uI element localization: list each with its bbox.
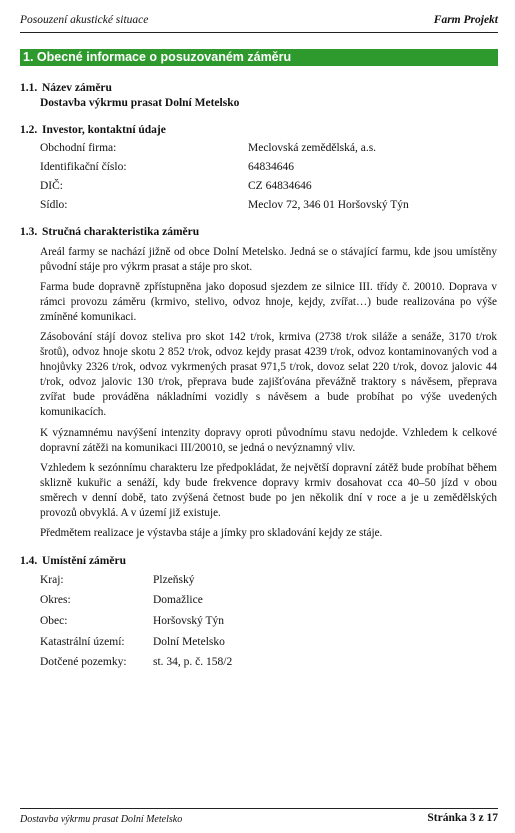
investor-label-id: Identifikační číslo: (40, 161, 127, 173)
paragraph-supply: Zásobování stájí dovoz steliva pro skot 142 t/rok, krmiva (2738 t/rok siláže a senáže, 3170 t/rok šrotů), odvoz hnoje skotu 2 852 t/rok, odvoz kejdy prasat 4239 t/rok, odvoz kontaminovaných vod a hnojůvky 2326 t/rok, odvoz vykrmených prasat 971,5 t/rok, dovoz selat 220 t/rok, dovoz jalovic 44 t/rok, odvoz jalovic 130 t/rok, přeprava bude zajišťována převážně traktory s návěsem, přeprava zvířat bude prováděna nákladními vozidly s návěsem a bude probíhat po výše uvedených komunikacích. (40, 331, 497, 418)
section-1-3-heading (20, 226, 199, 238)
section-number: 1.2. (20, 124, 38, 136)
location-value-district: Domažlice (153, 594, 203, 606)
paragraph-seasonal: Vzhledem k sezónnímu charakteru lze předpokládat, že největší dopravní zátěž bude probíhat během sklizně kukuřic a senáží, kdy bude frekvence dopravy krmiv dosahovat cca 40–50 jízd v obou směrech v denní době, tato zvýšená četnost bude po jen několik dní v roce a je u zemědělských provozů obvyklá. A v území již existuje. (40, 462, 497, 519)
header-company: Farm Projekt (433, 14, 498, 26)
investor-value-vat: CZ 64834646 (248, 180, 312, 192)
section-number: 1.3. (20, 226, 38, 238)
investor-value-company: Meclovská zemědělská, a.s. (248, 142, 377, 154)
section-number: 1.1. (20, 82, 38, 94)
paragraph-traffic: K významnému navýšení intenzity dopravy oproti původnímu stavu nedojde. Vzhledem k celkové dopravní zátěži na komunikaci III/20010, se jedná o nevýznamný vliv. (40, 427, 497, 454)
section-1-1-heading (20, 82, 112, 94)
section-number: 1.4. (20, 555, 38, 567)
investor-label-company: Obchodní firma: (40, 142, 117, 154)
project-name: Dostavba výkrmu prasat Dolní Metelsko (40, 97, 240, 109)
location-label-district: Okres: (40, 594, 71, 606)
investor-value-seat: Meclov 72, 346 01 Horšovský Týn (248, 199, 409, 211)
investor-label-vat: DIČ: (40, 180, 63, 192)
page-header (20, 10, 498, 33)
paragraph-access: Farma bude dopravně zpřístupněna jako doposud sjezdem ze silnice III. třídy č. 20010. Doprava v rámci provozu záměru (krmivo, stelivo, odvoz hnoje, kejdy, zvířat…) bude realizována po výše zmíněné komunikaci. (40, 281, 497, 323)
page-number: Stránka 3 z 17 (427, 812, 498, 824)
section-1-2-heading (20, 124, 166, 136)
location-value-region: Plzeňský (153, 574, 195, 586)
section-title: Investor, kontaktní údaje (42, 124, 166, 136)
header-document-title: Posouzení akustické situace (20, 14, 149, 26)
investor-label-seat: Sídlo: (40, 199, 68, 211)
paragraph-subject: Předmětem realizace je výstavba stáje a jímky pro skladování kejdy ze stáje. (40, 527, 383, 539)
location-label-plots: Dotčené pozemky: (40, 656, 127, 668)
location-label-municipality: Obec: (40, 615, 68, 627)
location-value-cadastral: Dolní Metelsko (153, 636, 225, 648)
page-footer (20, 808, 498, 829)
location-value-plots: st. 34, p. č. 158/2 (153, 656, 233, 668)
paragraph-location: Areál farmy se nachází jižně od obce Dolní Metelsko. Jedná se o stávající farmu, kde jsou umístěny původní stáje pro výkrm prasat a stáje pro skot. (40, 246, 497, 273)
location-value-municipality: Horšovský Týn (153, 615, 225, 627)
section-1-4-heading (20, 555, 126, 567)
section-title: Umístění záměru (42, 555, 126, 567)
footer-project-name: Dostavba výkrmu prasat Dolní Metelsko (20, 814, 183, 825)
location-label-cadastral: Katastrální území: (40, 636, 125, 648)
location-label-region: Kraj: (40, 574, 64, 586)
section-title: Stručná charakteristika záměru (42, 226, 200, 238)
chapter-banner: 1. Obecné informace o posuzovaném záměru (20, 49, 498, 66)
investor-value-id: 64834646 (248, 161, 294, 173)
section-title: Název záměru (42, 82, 112, 94)
